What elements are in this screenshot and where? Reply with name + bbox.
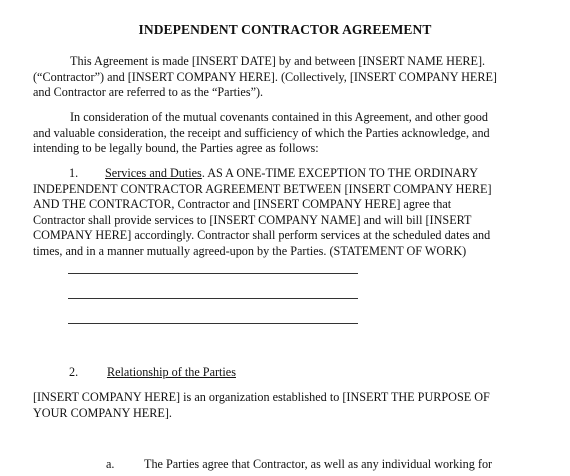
section-1-number: 1.: [69, 166, 79, 180]
statement-of-work-blank-line: [68, 323, 358, 324]
section-1-line: Contractor shall provide services to [INSERT COMPANY NAME] and will bill [INSERT: [33, 212, 472, 227]
subsection-a-letter: a.: [106, 457, 115, 471]
intro-line: (“Contractor”) and [INSERT COMPANY HERE]. (Collectively, [INSERT COMPANY HERE]: [33, 69, 497, 84]
consideration-line: intending to be legally bound, the Parties agree as follows:: [33, 141, 319, 156]
section-2-heading: Relationship of the Parties: [107, 365, 236, 379]
section-1-line: COMPANY HERE] accordingly. Contractor shall perform services at the scheduled dates and: [33, 228, 491, 243]
section-1-line: INDEPENDENT CONTRACTOR AGREEMENT BETWEEN [INSERT COMPANY HERE]: [33, 181, 492, 196]
section-2-body: [33, 390, 533, 421]
intro-line: This Agreement is made [INSERT DATE] by and between [INSERT NAME HERE].: [70, 54, 486, 68]
section-1: [33, 166, 533, 260]
statement-of-work-blank-line: [68, 298, 358, 299]
section-1-line: AND THE CONTRACTOR, Contractor and [INSERT COMPANY HERE] agree that: [33, 197, 452, 212]
consideration-line: In consideration of the mutual covenants contained in this Agreement, and other good: [70, 110, 488, 124]
section-2-line: YOUR COMPANY HERE].: [33, 405, 172, 420]
document-title: INDEPENDENT CONTRACTOR AGREEMENT: [138, 22, 432, 37]
intro-paragraph: [33, 54, 533, 101]
section-1-heading: Services and Duties: [105, 166, 202, 180]
intro-line: and Contractor are referred to as the “Parties”).: [33, 85, 264, 100]
section-1-first-line: [33, 166, 533, 182]
statement-of-work-blank-line: [68, 273, 358, 274]
subsection-a: [106, 457, 570, 473]
subsection-a-text: The Parties agree that Contractor, as well as any individual working for: [144, 457, 493, 471]
section-1-line: times, and in a manner mutually agreed-upon by the Parties. (STATEMENT OF WORK): [33, 243, 467, 258]
consideration-line: and valuable consideration, the receipt and sufficiency of which the Parties acknowledge, and: [33, 125, 490, 140]
consideration-paragraph: [33, 110, 533, 157]
section-2-number: 2.: [69, 365, 79, 379]
section-2-heading-line: [33, 365, 236, 380]
subsection-a-line: [106, 457, 570, 473]
section-2-line: [INSERT COMPANY HERE] is an organization established to [INSERT THE PURPOSE OF: [33, 390, 490, 404]
section-1-first-line-rest: . AS A ONE-TIME EXCEPTION TO THE ORDINARY: [201, 166, 479, 180]
